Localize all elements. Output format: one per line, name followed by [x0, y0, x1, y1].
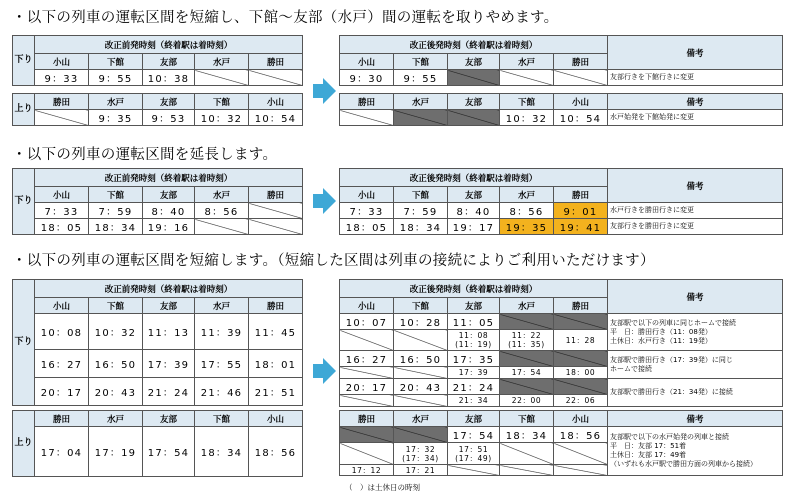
time-cell: 17：54 — [143, 427, 195, 477]
station-katsuta: 勝田 — [249, 54, 303, 70]
station-mito: 水戸 — [195, 298, 249, 314]
station-mito: 水戸 — [500, 298, 554, 314]
time-cell: 17：54 — [448, 427, 500, 443]
station-mito: 水戸 — [500, 187, 554, 203]
time-cell: 11：13 — [143, 314, 195, 350]
time-cell: 18：05 — [340, 219, 394, 235]
station-katsuta: 勝田 — [249, 298, 303, 314]
s1-before-up-table — [12, 93, 303, 126]
time-cell: 8：56 — [500, 203, 554, 219]
time-cell: 17：55 — [195, 350, 249, 378]
station-shimodate: 下館 — [89, 54, 143, 70]
station-mito: 水戸 — [500, 54, 554, 70]
no-service-cell — [448, 465, 500, 476]
station-tomobe: 友部 — [143, 94, 195, 110]
station-katsuta: 勝田 — [340, 411, 394, 427]
cancelled-cell — [340, 427, 394, 443]
time-cell: 20：43 — [394, 379, 448, 395]
time-cell: 10：32 — [195, 110, 249, 126]
no-service-cell — [500, 443, 554, 465]
station-oyama: 小山 — [554, 94, 608, 110]
after-header: 改正後発時刻（終着駅は着時刻） — [340, 169, 608, 187]
note-cell: 友部駅で以下の列車に同じホームで接続 平 日：勝田行き（11：08発） 土休日：水戸行き（11：19発） — [608, 314, 783, 351]
connecting-time-cell: 17：51 (17：49) — [448, 443, 500, 465]
station-shimodate: 下館 — [394, 187, 448, 203]
station-katsuta: 勝田 — [554, 298, 608, 314]
after-header: 改正後発時刻（終着駅は着時刻） — [340, 280, 608, 298]
connecting-time-cell: 17：21 — [394, 465, 448, 476]
time-cell: 8：40 — [448, 203, 500, 219]
time-cell: 10：38 — [143, 70, 195, 86]
cancelled-cell — [394, 427, 448, 443]
time-cell: 18：34 — [195, 427, 249, 477]
notes-header: 備考 — [608, 411, 783, 427]
time-cell: 9：30 — [340, 70, 394, 86]
s2-down-label: 下り — [13, 169, 35, 235]
note-cell: 友部行きを下館行きに変更 — [608, 70, 783, 86]
extended-time-cell: 19：35 — [500, 219, 554, 235]
station-katsuta: 勝田 — [249, 187, 303, 203]
station-tomobe: 友部 — [448, 94, 500, 110]
station-shimodate: 下館 — [89, 187, 143, 203]
time-cell: 7：59 — [89, 203, 143, 219]
station-tomobe: 友部 — [143, 298, 195, 314]
station-oyama: 小山 — [340, 187, 394, 203]
connecting-time-cell: 22：06 — [554, 395, 608, 407]
time-cell: 7：33 — [35, 203, 89, 219]
station-oyama: 小山 — [35, 298, 89, 314]
cancelled-cell — [554, 351, 608, 367]
no-service-cell — [554, 443, 608, 465]
time-cell: 16：27 — [340, 351, 394, 367]
s1-after-table — [339, 35, 783, 86]
cancelled-cell — [394, 110, 448, 126]
time-cell: 17：39 — [143, 350, 195, 378]
s3-down-label: 下り — [13, 280, 35, 406]
station-katsuta: 勝田 — [340, 94, 394, 110]
before-header: 改正前発時刻（終着駅は着時刻） — [35, 280, 303, 298]
s1-up-label: 上り — [13, 94, 35, 126]
no-service-cell — [394, 330, 448, 351]
time-cell: 21：24 — [448, 379, 500, 395]
station-shimodate: 下館 — [394, 298, 448, 314]
time-cell: 18：01 — [249, 350, 303, 378]
note-cell: 友部駅で勝田行き（17：39発）に同じ ホームで接続 — [608, 351, 783, 379]
station-oyama: 小山 — [249, 411, 303, 427]
time-cell: 18：56 — [554, 427, 608, 443]
time-cell: 8：56 — [195, 203, 249, 219]
station-katsuta: 勝田 — [554, 187, 608, 203]
extended-time-cell: 19：41 — [554, 219, 608, 235]
station-mito: 水戸 — [89, 411, 143, 427]
time-cell: 16：50 — [394, 351, 448, 367]
no-service-cell — [340, 443, 394, 465]
station-oyama: 小山 — [249, 94, 303, 110]
time-cell: 7：33 — [340, 203, 394, 219]
time-cell: 21：46 — [195, 378, 249, 406]
time-cell: 9：33 — [35, 70, 89, 86]
station-oyama: 小山 — [554, 411, 608, 427]
connecting-time-cell: 18：00 — [554, 367, 608, 379]
station-shimodate: 下館 — [394, 54, 448, 70]
station-katsuta: 勝田 — [554, 54, 608, 70]
note-cell: 水戸行きを勝田行きに変更 — [608, 203, 783, 219]
station-oyama: 小山 — [340, 54, 394, 70]
s3-before-up-table — [12, 410, 303, 477]
time-cell: 11：45 — [249, 314, 303, 350]
time-cell: 10：28 — [394, 314, 448, 330]
cancelled-cell — [500, 314, 554, 330]
s1-down-label: 下り — [13, 36, 35, 86]
time-cell: 21：24 — [143, 378, 195, 406]
connecting-time-cell: 17：54 — [500, 367, 554, 379]
s3-before-down-table — [12, 279, 303, 406]
time-cell: 18：34 — [394, 219, 448, 235]
time-cell: 17：19 — [89, 427, 143, 477]
note-cell: 水戸始発を下館始発に変更 — [608, 110, 783, 126]
time-cell: 10：32 — [89, 314, 143, 350]
note-cell: 友部駅で勝田行き（21：34発）に接続 — [608, 379, 783, 407]
no-service-cell — [340, 110, 394, 126]
station-tomobe: 友部 — [448, 298, 500, 314]
connecting-time-cell: 22：00 — [500, 395, 554, 407]
s2-before-table — [12, 168, 303, 235]
time-cell: 16：50 — [89, 350, 143, 378]
section1-heading: ・以下の列車の運転区間を短縮し、下館～友部（水戸）間の運転を取りやめます。 — [12, 10, 559, 26]
station-katsuta: 勝田 — [35, 411, 89, 427]
time-cell: 7：59 — [394, 203, 448, 219]
station-oyama: 小山 — [35, 54, 89, 70]
station-mito: 水戸 — [89, 94, 143, 110]
time-cell: 10：08 — [35, 314, 89, 350]
no-service-cell — [394, 395, 448, 407]
no-service-cell — [249, 203, 303, 219]
time-cell: 9：55 — [89, 70, 143, 86]
no-service-cell — [340, 330, 394, 351]
s3-after-down-table — [339, 279, 783, 407]
time-cell: 10：07 — [340, 314, 394, 330]
time-cell: 11：39 — [195, 314, 249, 350]
no-service-cell — [554, 70, 608, 86]
station-shimodate: 下館 — [500, 94, 554, 110]
notes-header: 備考 — [608, 169, 783, 203]
time-cell: 17：04 — [35, 427, 89, 477]
time-cell: 10：32 — [500, 110, 554, 126]
note-cell: 友部駅で以下の水戸始発の列車と接続 平 日：友部 17：51着 土休日：友部 17：49着 （いずれも水戸駅で勝田方面の列車から接続） — [608, 427, 783, 476]
cancelled-cell — [500, 379, 554, 395]
no-service-cell — [340, 367, 394, 379]
cancelled-cell — [448, 110, 500, 126]
time-cell: 18：34 — [500, 427, 554, 443]
no-service-cell — [195, 219, 249, 235]
no-service-cell — [35, 110, 89, 126]
connecting-time-cell: 11：08 (11：19) — [448, 330, 500, 351]
no-service-cell — [500, 70, 554, 86]
station-tomobe: 友部 — [448, 411, 500, 427]
station-mito: 水戸 — [394, 94, 448, 110]
time-cell: 10：54 — [554, 110, 608, 126]
s1-before-table — [12, 35, 303, 86]
connecting-time-cell: 17：32 (17：34) — [394, 443, 448, 465]
time-cell: 20：17 — [35, 378, 89, 406]
s3-after-up-table — [339, 410, 783, 476]
section2-heading: ・以下の列車の運転区間を延長します。 — [12, 147, 278, 163]
time-cell: 10：54 — [249, 110, 303, 126]
time-cell: 9：35 — [89, 110, 143, 126]
station-tomobe: 友部 — [448, 187, 500, 203]
no-service-cell — [500, 465, 554, 476]
station-shimodate: 下館 — [195, 411, 249, 427]
time-cell: 17：35 — [448, 351, 500, 367]
time-cell: 18：34 — [89, 219, 143, 235]
time-cell: 21：51 — [249, 378, 303, 406]
station-oyama: 小山 — [340, 298, 394, 314]
s3-up-label: 上り — [13, 411, 35, 477]
no-service-cell — [394, 367, 448, 379]
cancelled-cell — [554, 314, 608, 330]
section3-heading: ・以下の列車の運転区間を短縮します。（短縮した区間は列車の接続によりご利用いただけます） — [12, 253, 655, 269]
before-header: 改正前発時刻（終着駅は着時刻） — [35, 169, 303, 187]
time-cell: 20：17 — [340, 379, 394, 395]
cancelled-cell — [500, 351, 554, 367]
station-shimodate: 下館 — [89, 298, 143, 314]
notes-header: 備考 — [608, 94, 783, 110]
no-service-cell — [249, 70, 303, 86]
before-header: 改正前発時刻（終着駅は着時刻） — [35, 36, 303, 54]
station-tomobe: 友部 — [143, 411, 195, 427]
connecting-time-cell: 11：22 (11：35) — [500, 330, 554, 351]
station-shimodate: 下館 — [500, 411, 554, 427]
station-katsuta: 勝田 — [35, 94, 89, 110]
time-cell: 18：05 — [35, 219, 89, 235]
station-tomobe: 友部 — [143, 187, 195, 203]
time-cell: 9：55 — [394, 70, 448, 86]
connecting-time-cell: 11：28 — [554, 330, 608, 351]
time-cell: 11：05 — [448, 314, 500, 330]
after-header: 改正後発時刻（終着駅は着時刻） — [340, 36, 608, 54]
connecting-time-cell: 21：34 — [448, 395, 500, 407]
connecting-time-cell: 17：39 — [448, 367, 500, 379]
no-service-cell — [554, 465, 608, 476]
notes-header: 備考 — [608, 280, 783, 314]
station-oyama: 小山 — [35, 187, 89, 203]
time-cell: 19：16 — [143, 219, 195, 235]
time-cell: 20：43 — [89, 378, 143, 406]
time-cell: 8：40 — [143, 203, 195, 219]
notes-header: 備考 — [608, 36, 783, 70]
footnote: （ ）は土休日の時刻 — [345, 483, 420, 492]
time-cell: 9：53 — [143, 110, 195, 126]
no-service-cell — [249, 219, 303, 235]
cancelled-cell — [448, 70, 500, 86]
station-shimodate: 下館 — [195, 94, 249, 110]
s2-after-table — [339, 168, 783, 235]
extended-time-cell: 9：01 — [554, 203, 608, 219]
station-tomobe: 友部 — [448, 54, 500, 70]
connecting-time-cell: 17：12 — [340, 465, 394, 476]
station-mito: 水戸 — [195, 54, 249, 70]
s1-after-up-table — [339, 93, 783, 126]
cancelled-cell — [554, 379, 608, 395]
station-mito: 水戸 — [195, 187, 249, 203]
time-cell: 16：27 — [35, 350, 89, 378]
station-tomobe: 友部 — [143, 54, 195, 70]
no-service-cell — [195, 70, 249, 86]
time-cell: 18：56 — [249, 427, 303, 477]
note-cell: 友部行きを勝田行きに変更 — [608, 219, 783, 235]
station-mito: 水戸 — [394, 411, 448, 427]
no-service-cell — [340, 395, 394, 407]
time-cell: 19：17 — [448, 219, 500, 235]
